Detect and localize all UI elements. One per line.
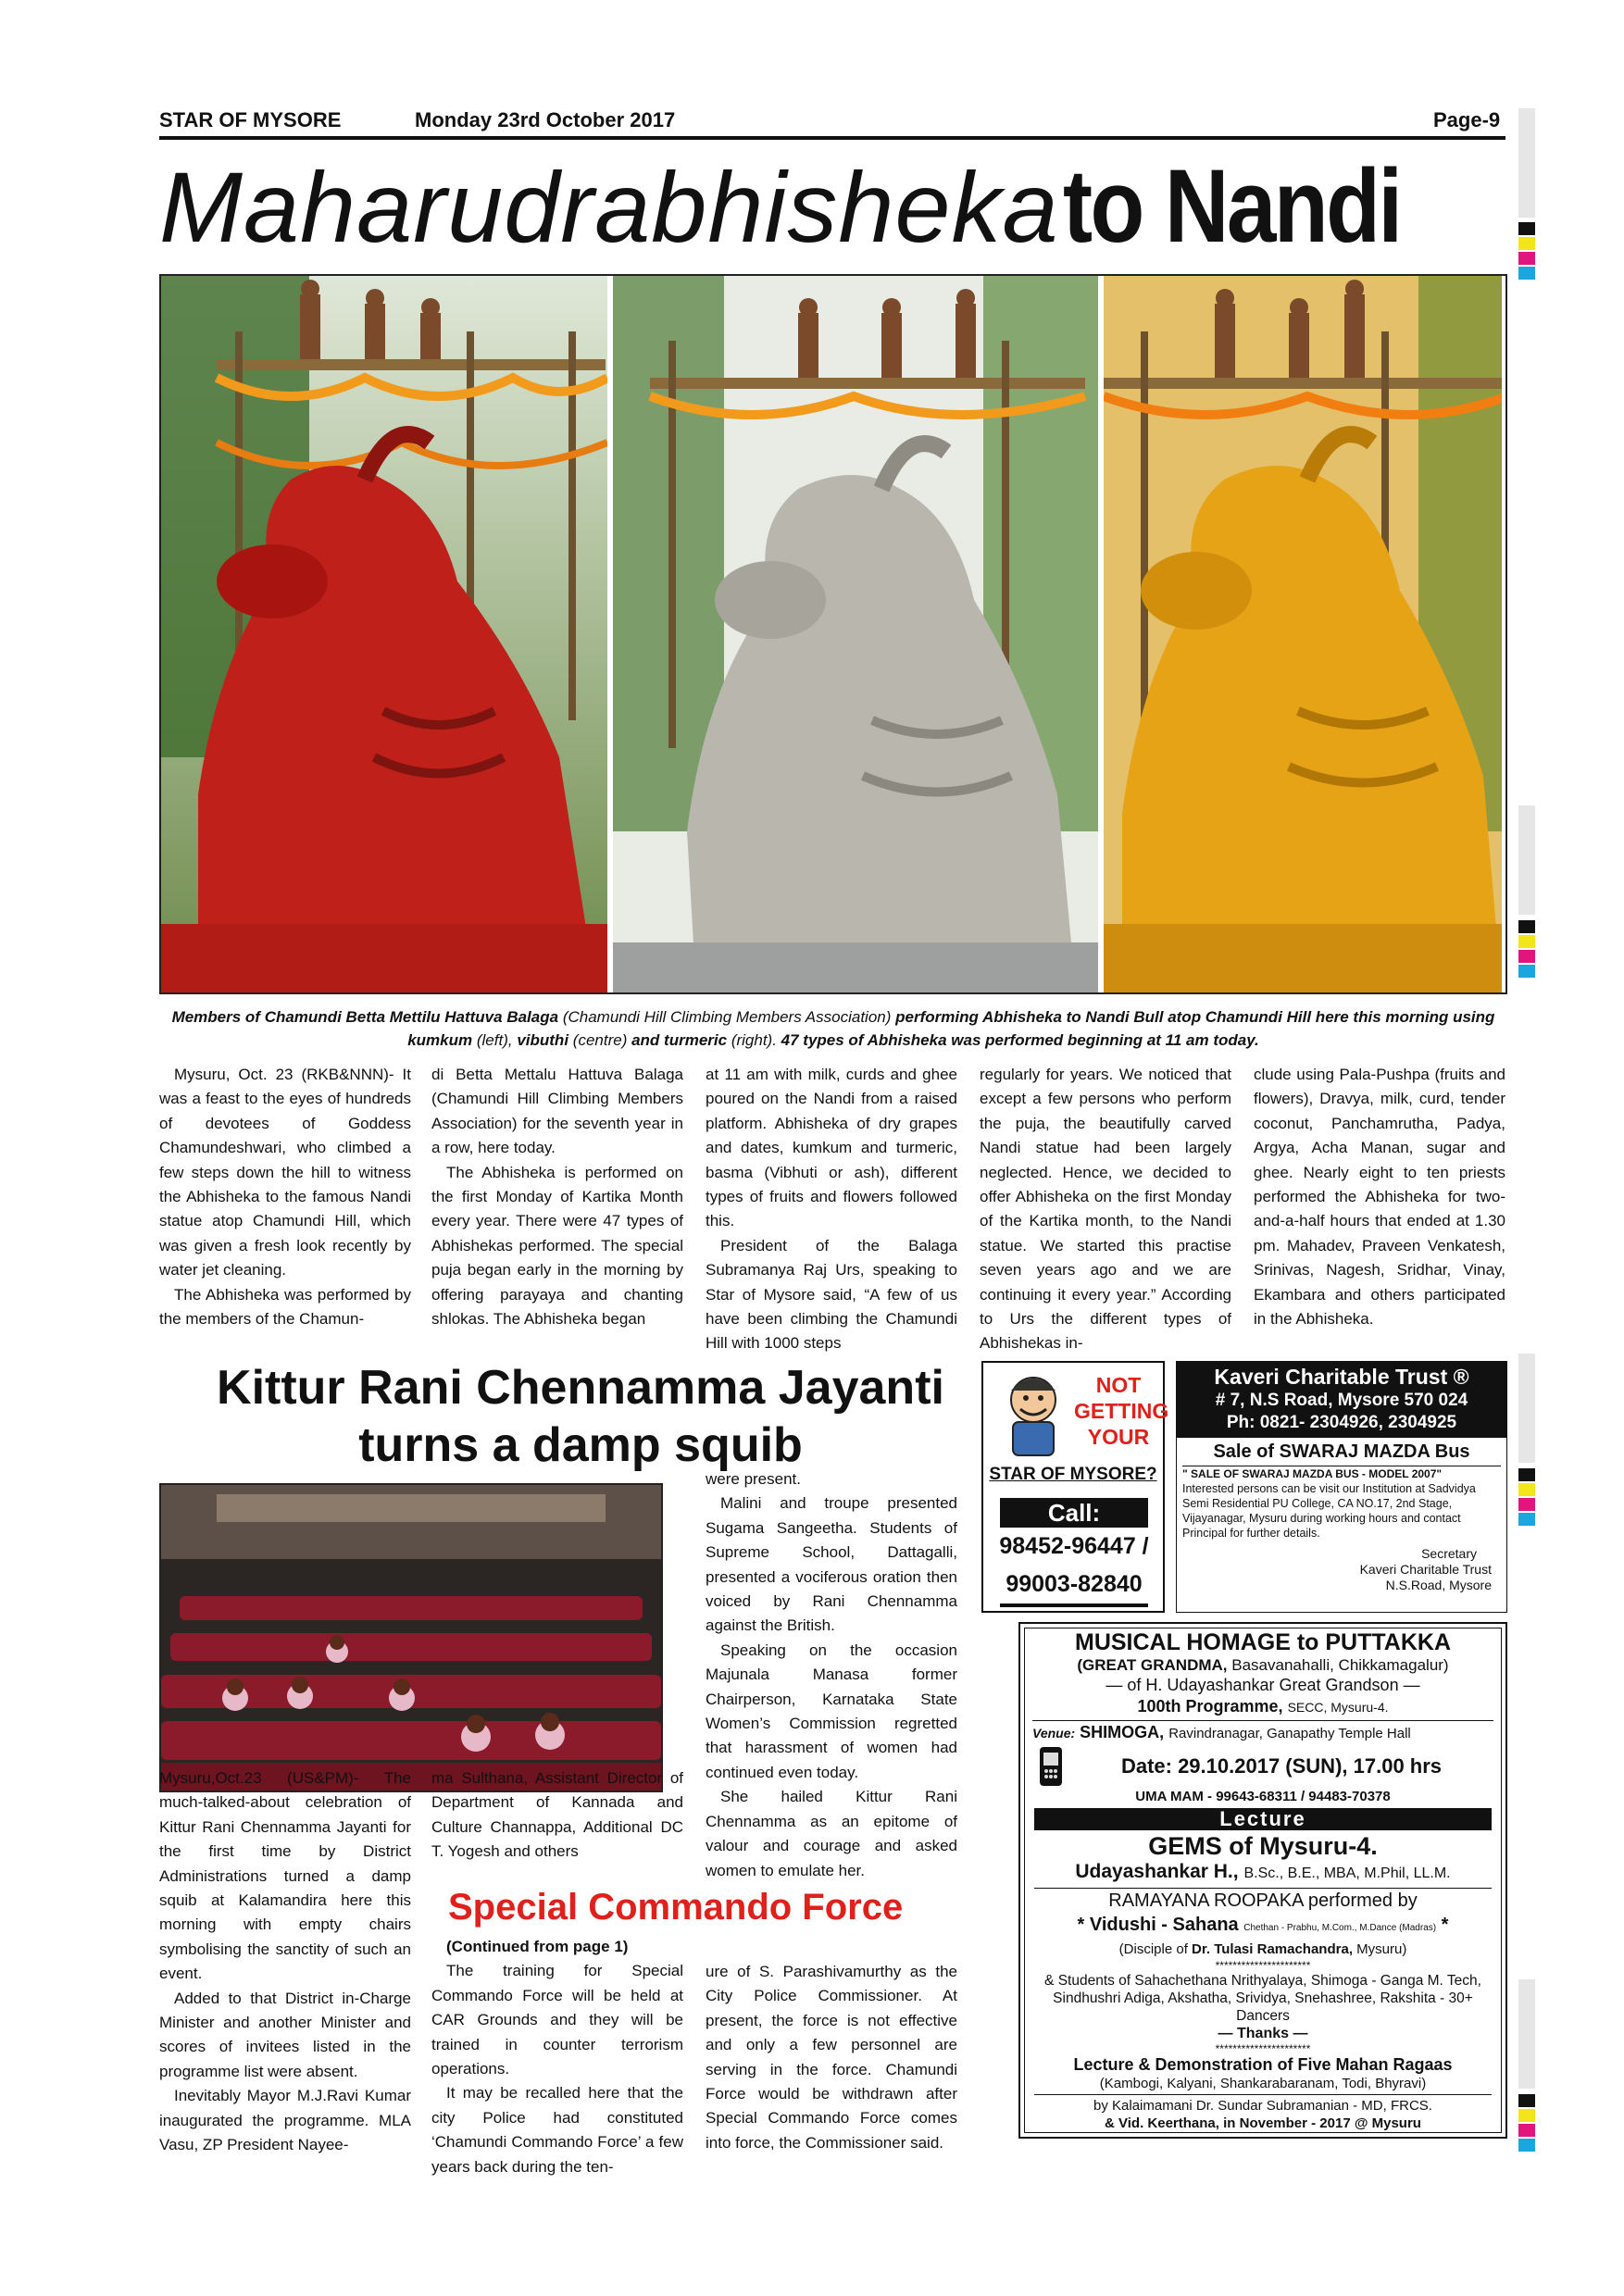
registration-swatch-yellow <box>1518 237 1535 250</box>
signature-line: Secretary <box>1421 1546 1477 1561</box>
disciple-reg: (Disciple of <box>1118 1941 1188 1957</box>
lead-paragraph: at 11 am with milk, curds and ghee poured on the Nandi from a raised platform. Abhisheka of dry grapes and dates, kumkum and turmeric, basma (Vibhuti or ash), different types of fruits and flowers followed this. <box>706 1066 957 1230</box>
kittur-headline <box>159 1359 1002 1474</box>
nandi-photo-strip <box>159 274 1507 994</box>
venue-label: Venue: <box>1032 1726 1076 1741</box>
lead-column-2 <box>431 1063 683 1331</box>
sub1-bold: (GREAT GRANDMA, <box>1077 1656 1228 1674</box>
disciple-end: Mysuru) <box>1356 1941 1407 1957</box>
subscription-ad-tagline <box>1074 1372 1169 1450</box>
puttakka-title: MUSICAL HOMAGE to PUTTAKKA <box>1075 1629 1451 1655</box>
puttakka-venue <box>1032 1720 1493 1745</box>
caption-part: vibuthi <box>517 1031 569 1049</box>
nandi-turmeric-photo <box>1098 276 1502 992</box>
puttakka-demo: Lecture & Demonstration of Five Mahan Ragaas <box>1073 2055 1453 2074</box>
caption-part: Members of Chamundi Betta Mettilu Hattuva Balaga <box>171 1008 559 1026</box>
subscription-ad-contact <box>1000 1498 1148 1607</box>
puttakka-date-row <box>1032 1745 1493 1788</box>
kittur-column-3 <box>706 1467 957 1883</box>
headline-italic-part: Maharudrabhisheka <box>159 151 1059 263</box>
mobile-phone-icon <box>1032 1745 1069 1788</box>
nandi-vibhuti-illustration <box>613 276 1098 992</box>
registration-swatch-magenta <box>1518 252 1535 265</box>
puttakka-speaker <box>1025 1860 1501 1886</box>
disciple-name: Dr. Tulasi Ramachandra, <box>1192 1941 1353 1957</box>
auditorium-illustration <box>161 1485 661 1791</box>
lead-column-5 <box>1254 1063 1505 1331</box>
caption-part: (Chamundi Hill Climbing Members Association) <box>562 1008 892 1026</box>
commando-paragraph: The training for Special Commando Force will be held at CAR Grounds and they will be trained in counter terrorism operations. <box>431 1962 683 2078</box>
lead-paragraph: Mysuru, Oct. 23 (RKB&NNN)- It was a feast to the eyes of hundreds of devotees of Goddess Chamundeshwari, who climbed a few steps down the hill to witness the Abhisheka to the famous Nandi statue atop Chamundi Hill, which was given a fresh look recently by water jet cleaning. <box>159 1066 411 1279</box>
masthead-paper-name: STAR OF MYSORE <box>159 108 342 131</box>
kittur-paragraph: Inevitably Mayor M.J.Ravi Kumar inaugurated the programme. MLA Vasu, ZP President Nayee- <box>159 2087 411 2154</box>
puttakka-stars: ********************** <box>1215 2042 1311 2055</box>
puttakka-disciple <box>1025 1940 1501 1959</box>
puttakka-vidushi <box>1025 1913 1501 1940</box>
kittur-paragraph: were present. <box>706 1470 801 1488</box>
kittur-paragraph: Speaking on the occasion Majunala Manasa former Chairperson, Karnataka State Women’s Commission regretted that harassment of women had continued even today. <box>706 1641 957 1781</box>
puttakka-by-line: & Vid. Keerthana, in November - 2017 @ Mysuru <box>1105 2115 1421 2131</box>
registration-swatch-magenta <box>1518 1498 1535 1511</box>
registration-swatch-yellow <box>1518 1483 1535 1496</box>
lead-headline <box>159 146 1511 267</box>
caption-part: (left), <box>476 1031 513 1049</box>
registration-swatch-yellow <box>1518 2109 1535 2122</box>
registration-swatch-black <box>1518 2094 1535 2107</box>
puttakka-ad <box>1018 1622 1507 2139</box>
kaveri-signature <box>1177 1546 1492 1593</box>
commando-paragraph: It may be recalled here that the city Police had constituted ‘Chamundi Commando Force’ a few years back during the ten- <box>431 2084 683 2176</box>
registration-swatch-magenta <box>1518 2124 1535 2137</box>
tagline-line: YOUR <box>1087 1425 1150 1449</box>
kaveri-body: Interested persons can be visit our Institution at Sadvidya Semi Residential PU College, CA NO.17, 2nd Stage, Vijayanagar, Mysuru during working hours and contact Principal for further details. <box>1182 1482 1476 1540</box>
lead-photo-caption <box>159 1005 1507 1052</box>
lead-paragraph: di Betta Mettalu Hattuva Balaga (Chamundi Hill Climbing Members Association) for the seventh year in a row, here today. <box>431 1066 683 1157</box>
kaveri-header <box>1177 1362 1506 1438</box>
call-label: Call: <box>1047 1499 1101 1527</box>
registration-bar <box>1518 108 1535 218</box>
venue-name: SHIMOGA, <box>1080 1723 1165 1741</box>
mascot-icon <box>993 1368 1074 1461</box>
kittur-paragraph: Added to that District in-Charge Minister and another Minister and scores of invitees listed in the programme list were absent. <box>159 1989 411 2080</box>
registration-swatch-black <box>1518 1468 1535 1481</box>
sub1-reg: Basavanahalli, Chikkamagalur) <box>1231 1656 1449 1674</box>
puttakka-contact: UMA MAM - 99643-68311 / 94483-70378 <box>1135 1789 1391 1804</box>
vidushi-end: * <box>1441 1915 1449 1935</box>
vidushi-quals: Chethan - Prabhu, M.Com., M.Dance (Madras) <box>1243 1923 1437 1933</box>
nandi-kumkum-photo <box>161 276 607 992</box>
kittur-headline-line: turns a damp squib <box>358 1418 803 1472</box>
masthead-rule <box>159 136 1505 140</box>
tagline-line: GETTING <box>1074 1399 1169 1423</box>
puttakka-ad-inner <box>1024 1628 1502 2133</box>
registration-swatch-black <box>1518 920 1535 933</box>
puttakka-students: & Students of Sahachethana Nrithyalaya, Shimoga - Ganga M. Tech, Sindhushri Adiga, Akshatha, Srividya, Snehashree, Rakshita - 30+ Dancers <box>1044 1973 1481 2024</box>
signature-line: N.S.Road, Mysore <box>1385 1578 1492 1592</box>
nandi-kumkum-illustration <box>161 276 607 992</box>
lead-column-3 <box>706 1063 957 1356</box>
kaveri-address: # 7, N.S Road, Mysore 570 024 <box>1215 1391 1468 1410</box>
vidushi-name: * Vidushi - Sahana <box>1077 1915 1239 1935</box>
subscription-ad-paper: STAR OF MYSORE? <box>989 1465 1157 1484</box>
lead-column-1 <box>159 1063 411 1331</box>
puttakka-sub3 <box>1025 1695 1501 1718</box>
kittur-paragraph: Mysuru,Oct.23 (US&PM)- The much-talked-about celebration of Kittur Rani Chennamma Jayanti for the first time by District Administrations turned a damp squib at Kalamandira here this morning with empty chairs symbolising the sanctity of such an event. <box>159 1769 411 1983</box>
caption-part: (centre) <box>572 1031 628 1049</box>
caption-part: performing Abhisheka to Nandi Bull atop Chamundi Hill here this morning using kumkum <box>407 1008 1495 1049</box>
registration-swatch-black <box>1518 222 1535 235</box>
nandi-vibhuti-photo <box>607 276 1098 992</box>
puttakka-gems: GEMS of Mysuru-4. <box>1148 1832 1378 1860</box>
kaveri-trust-ad <box>1176 1361 1507 1613</box>
lead-paragraph: The Abhisheka was performed by the members of the Chamun- <box>159 1285 411 1329</box>
kaveri-title: Kaveri Charitable Trust ® <box>1214 1365 1469 1389</box>
kittur-paragraph: She hailed Kittur Rani Chennamma as an epitome of valour and courage and asked women to emulate her. <box>706 1788 957 1879</box>
kittur-headline-line: Kittur Rani Chennamma Jayanti <box>217 1361 944 1415</box>
registration-bar <box>1518 805 1535 915</box>
puttakka-date: Date: 29.10.2017 (SUN), 17.00 hrs <box>1120 1754 1443 1778</box>
commando-continued: (Continued from page 1) <box>446 1938 629 1955</box>
puttakka-thanks: — Thanks — <box>1218 2026 1308 2041</box>
registration-swatch-cyan <box>1518 965 1535 978</box>
kittur-column-2 <box>431 1766 683 1865</box>
nandi-turmeric-illustration <box>1104 276 1502 992</box>
registration-bar <box>1518 1354 1535 1463</box>
puttakka-ragaas: (Kambogi, Kalyani, Shankarabaranam, Todi, Bhyravi) <box>1099 2076 1427 2091</box>
masthead-page-number: Page-9 <box>1433 108 1501 131</box>
venue-detail: Ravindranagar, Ganapathy Temple Hall <box>1168 1726 1411 1741</box>
puttakka-stars: ********************** <box>1215 1959 1311 1972</box>
kaveri-phone: Ph: 0821- 2304926, 2304925 <box>1226 1413 1457 1432</box>
kaveri-sale-heading: Sale of SWARAJ MAZDA Bus <box>1213 1441 1470 1462</box>
kalamandira-photo <box>159 1483 663 1792</box>
puttakka-lecture: Lecture <box>1034 1808 1492 1830</box>
phone-number: 99003-82840 <box>987 1565 1161 1603</box>
signature-line: Kaveri Charitable Trust <box>1359 1562 1492 1577</box>
puttakka-sub1 <box>1025 1656 1501 1675</box>
registration-swatch-cyan <box>1518 2139 1535 2152</box>
kaveri-sale-sub: " SALE OF SWARAJ MAZDA BUS - MODEL 2007" <box>1182 1466 1501 1481</box>
lead-paragraph: The Abhisheka is performed on the first Monday of Kartika Month every year. There were 47 types of Abhishekas performed. The special puja began early in the morning by offering parayaya and chanting shlokas. The Abhisheka began <box>431 1163 683 1329</box>
puttakka-sub2: — of H. Udayashankar Great Grandson — <box>1106 1676 1420 1694</box>
registration-swatch-magenta <box>1518 950 1535 963</box>
lead-paragraph: President of the Balaga Subramanya Raj Urs, speaking to Star of Mysore said, “A few of us have been climbing the Chamundi Hill with 1000 steps <box>706 1236 957 1353</box>
commando-column-2 <box>706 1960 957 2155</box>
phone-number: 98452-96447 / <box>987 1528 1161 1565</box>
sub3-bold: 100th Programme, <box>1137 1697 1283 1716</box>
registration-swatch-cyan <box>1518 1513 1535 1526</box>
caption-part: (right). <box>731 1031 777 1049</box>
speaker-quals: B.Sc., B.E., MBA, M.Phil, LL.M. <box>1243 1866 1451 1881</box>
caption-part: and turmeric <box>631 1031 728 1049</box>
kittur-paragraph: ma Sulthana, Assistant Director of Department of Kannada and Culture Channappa, Additional DC T. Yogesh and others <box>431 1769 683 1861</box>
registration-bar <box>1518 1979 1535 2089</box>
commando-headline: Special Commando Force <box>448 1887 904 1928</box>
speaker-name: Udayashankar H., <box>1075 1861 1239 1882</box>
puttakka-by-line: by Kalaimamani Dr. Sundar Subramanian - MD, FRCS. <box>1034 2094 1492 2115</box>
headline-bold-part: to Nandi <box>1063 148 1401 264</box>
kittur-column-1 <box>159 1766 411 2158</box>
sub3-reg: SECC, Mysuru-4. <box>1287 1700 1389 1715</box>
commando-paragraph: ure of S. Parashivamurthy as the City Police Commissioner. At present, the force is not effective and only a few personnel are serving in the force. Chamundi Force would be withdrawn after Special Commando Force comes into force, the Commissioner said. <box>706 1963 957 2152</box>
subscription-ad <box>981 1361 1169 1613</box>
lead-paragraph: regularly for years. We noticed that except a few persons who perform the puja, the beautifully carved Nandi statue had been largely neglected. Hence, we decided to offer Abhisheka on the first Monday of the Kartika month, to the Nandi statue. We started this practise seven years ago and we are continuing it every year.” According to Urs the different types of Abhishekas in- <box>980 1066 1231 1353</box>
registration-swatch-cyan <box>1518 267 1535 280</box>
lead-column-4 <box>980 1063 1231 1356</box>
lead-paragraph: clude using Pala-Pushpa (fruits and flowers), Dravya, milk, curd, tender coconut, Panchamrutha, Padya, Argya, Acha Manan, sugar and ghee. Nearly eight to ten priests performed the Abhisheka for two-and-a-half hours that ended at 1.30 pm. Mahadev, Praveen Venkatesh, Srinivas, Nagesh, Sridhar, Vinay, Ekambara and others participated in the Abhisheka. <box>1254 1066 1505 1329</box>
masthead-date: Monday 23rd October 2017 <box>415 108 676 131</box>
puttakka-ramayana: RAMAYANA ROOPAKA performed by <box>1034 1888 1492 1913</box>
registration-swatch-yellow <box>1518 935 1535 948</box>
kittur-paragraph: Malini and troupe presented Sugama Sangeetha. Students of Supreme School, Dattagalli, presented a vociferous oration then voiced by Rani Chennamma against the British. <box>706 1494 957 1635</box>
tagline-line: NOT <box>1095 1373 1142 1397</box>
caption-part: 47 types of Abhisheka was performed beginning at 11 am today. <box>781 1031 1259 1049</box>
commando-column-1 <box>431 1935 683 2179</box>
